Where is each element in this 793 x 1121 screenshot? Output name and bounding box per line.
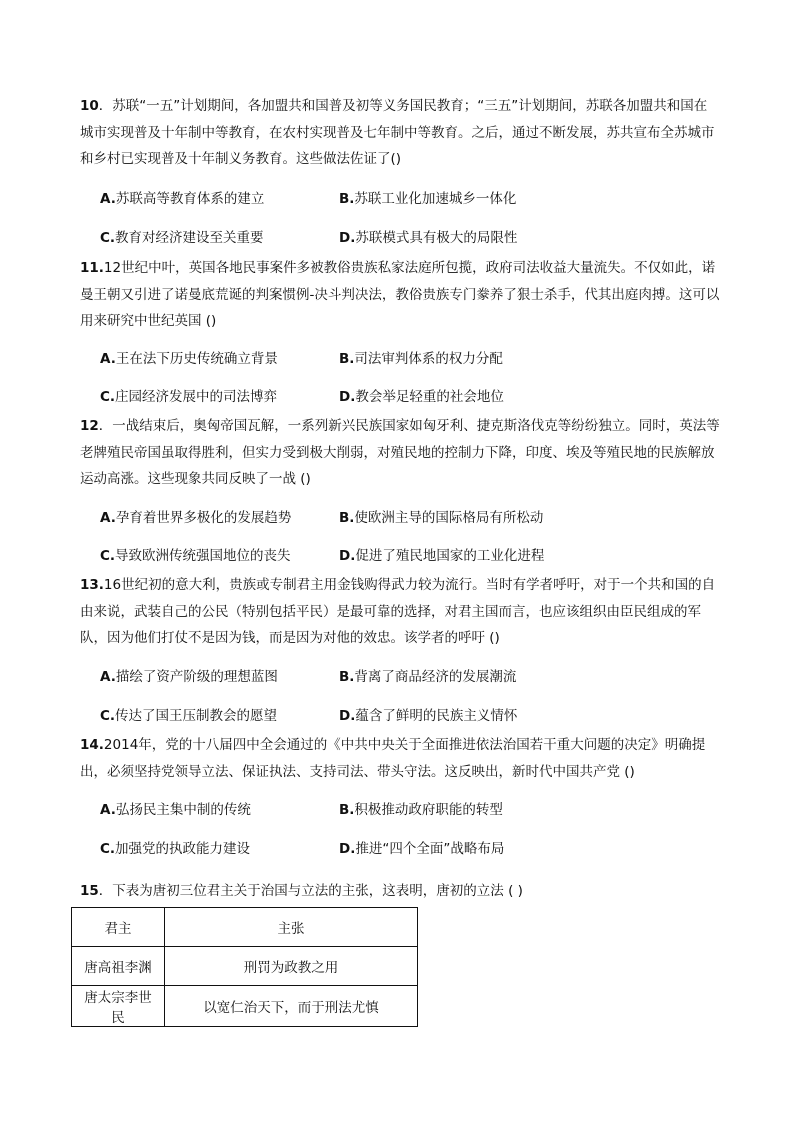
option-c: C.加强党的执政能力建设 [100, 841, 251, 857]
question-12 [80, 413, 720, 493]
option-d: D.推进“四个全面”战略布局 [339, 841, 505, 857]
question-text: 2014年，党的十八届四中全会通过的《中共中央关于全面推进依法治国若干重大问题的决定》明确提出，必须坚持党领导立法、保证执法、支持司法、带头守法。这反映出，新时代中国共产党 () [80, 737, 706, 780]
question-10 [80, 93, 720, 173]
option-b: B.背离了商品经济的发展潮流 [339, 669, 517, 685]
option-c: C.导致欧洲传统强国地位的丧失 [100, 548, 291, 564]
table-header-cell: 君主 [72, 908, 165, 947]
table-header-row [72, 908, 418, 947]
question-number: 15 [80, 883, 99, 899]
question-text: ．一战结束后，奥匈帝国瓦解，一系列新兴民族国家如匈牙利、捷克斯洛伐克等纷纷独立。同时，英法等老牌殖民帝国虽取得胜利，但实力受到极大削弱，对殖民地的控制力下降，印度、埃及等殖民地的民族解放运动高涨。这些现象共同反映了一战 () [80, 418, 720, 487]
option-b: B.司法审判体系的权力分配 [339, 351, 503, 367]
question-text: 16世纪初的意大利，贵族或专制君主用金钱购得武力较为流行。当时有学者呼吁，对于一个共和国的自由来说，武装自己的公民（特别包括平民）是最可靠的选择，对君主国而言，也应该组织由臣民组成的军队，因为他们打仗不是因为钱，而是因为对他的效忠。该学者的呼吁 () [80, 577, 716, 646]
question-12-stem [80, 413, 720, 493]
option-a: A.描绘了资产阶级的理想蓝图 [100, 669, 278, 685]
option-c: C.教育对经济建设至关重要 [100, 230, 264, 246]
question-11-stem [80, 255, 720, 335]
option-c: C.传达了国王压制教会的愿望 [100, 708, 278, 724]
question-number: 10 [80, 98, 99, 114]
option-d: D.教会举足轻重的社会地位 [339, 389, 504, 405]
table-cell: 刑罚为政教之用 [165, 947, 418, 986]
question-text: 12世纪中叶，英国各地民事案件多被教俗贵族私家法庭所包揽，政府司法收益大量流失。不仅如此，诺曼王朝又引进了诺曼底荒诞的判案惯例-决斗判决法，教俗贵族专门豢养了狠士杀手，代其出庭肉搏。这可以用来研究中世纪英国 () [80, 260, 720, 329]
question-13 [80, 572, 720, 652]
option-c: C.庄园经济发展中的司法博弈 [100, 389, 278, 405]
option-a: A.孕育着世界多极化的发展趋势 [100, 510, 292, 526]
question-15 [80, 878, 720, 905]
option-a: A.弘扬民主集中制的传统 [100, 802, 251, 818]
question-14 [80, 732, 720, 785]
question-14-stem [80, 732, 720, 785]
question-number: 12 [80, 418, 99, 434]
option-a: A.苏联高等教育体系的建立 [100, 191, 265, 207]
option-d: D.苏联模式具有极大的局限性 [339, 230, 518, 246]
option-b: B.积极推动政府职能的转型 [339, 802, 503, 818]
option-b: B.使欧洲主导的国际格局有所松动 [339, 510, 544, 526]
option-d: D.促进了殖民地国家的工业化进程 [339, 548, 545, 564]
question-13-stem [80, 572, 720, 652]
table-cell: 唐高祖李渊 [72, 947, 165, 986]
option-a: A.王在法下历史传统确立背景 [100, 351, 278, 367]
question-10-stem [80, 93, 720, 173]
question-text: ．苏联“一五”计划期间，各加盟共和国普及初等义务国民教育；“三五”计划期间，苏联各加盟共和国在城市实现普及十年制中等教育，在农村实现普及七年制中等教育。之后，通过不断发展，苏共宣布全苏城市和乡村已实现普及十年制义务教育。这些做法佐证了() [80, 98, 715, 167]
table-header-cell: 主张 [165, 908, 418, 947]
question-number: 11. [80, 260, 104, 276]
table-cell: 唐太宗李世民 [72, 986, 165, 1027]
question-15-stem [80, 878, 720, 905]
table-cell: 以宽仁治天下，而于刑法尤慎 [165, 986, 418, 1027]
option-d: D.蕴含了鲜明的民族主义情怀 [339, 708, 518, 724]
option-b: B.苏联工业化加速城乡一体化 [339, 191, 517, 207]
table-row [72, 986, 418, 1027]
table-row [72, 947, 418, 986]
question-number: 14. [80, 737, 104, 753]
question-number: 13. [80, 577, 104, 593]
question-11 [80, 255, 720, 335]
rulers-table [71, 907, 418, 1027]
question-text: ．下表为唐初三位君主关于治国与立法的主张，这表明，唐初的立法 ( ) [98, 883, 523, 899]
